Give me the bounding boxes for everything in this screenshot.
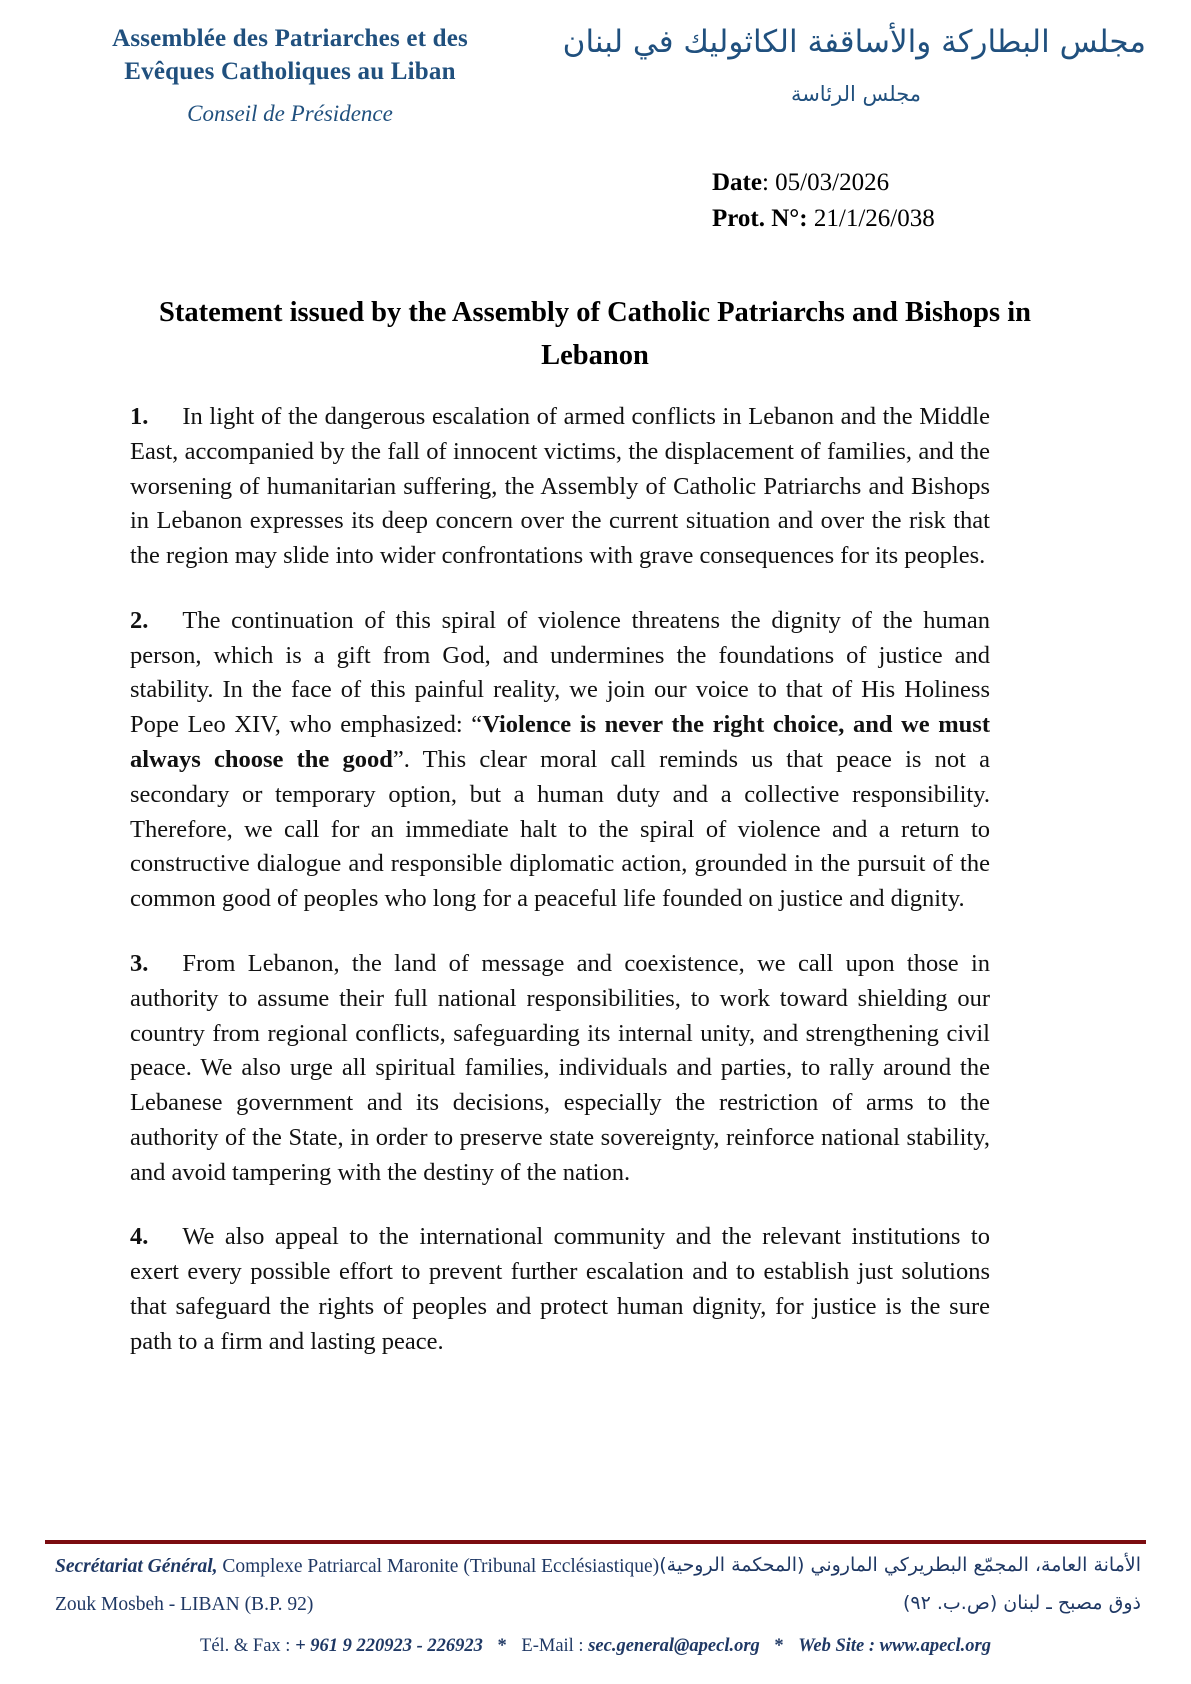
secretariat-line [55,1556,659,1578]
footer-row-2 [45,1594,1146,1628]
email-label: E-Mail : [521,1636,584,1656]
document-meta [712,165,935,236]
secretariat-label: Secrétariat Général, [55,1556,218,1577]
organization-name [40,22,540,89]
date-value: : 05/03/2026 [761,169,890,196]
paragraph-2 [130,604,990,917]
organization-name-line2: Evêques Catholiques au Liban [124,58,456,86]
website-label: Web Site : [798,1636,876,1656]
telephone-value: + 961 9 220923 - 226923 [295,1636,483,1656]
secretariat-line-arabic [659,1554,1141,1576]
paragraph-1-text: In light of the dangerous escalation of armed conflicts in Lebanon and the Middle East, accompanied by the fall of innocent victims, the displacement of families, and the worsening of humanitarian suffering, the Assembly of Catholic Patriarchs and Bishops in Lebanon expresses its deep concern over the current situation and over the risk that the region may slide into wider confrontations with grave consequences for its peoples. [130,403,990,570]
contact-separator-1: * [497,1636,507,1656]
contact-separator-2: * [774,1636,784,1656]
page-title: Statement issued by the Assembly of Catholic Patriarchs and Bishops in Lebanon [159,297,1031,371]
paragraph-4-text: We also appeal to the international community and the relevant institutions to exert every possible effort to prevent further escalation and to establish just solutions that safeguard the rights of peoples and protect human dignity, for justice is the sure path to a firm and lasting peace. [130,1223,990,1355]
paragraph-1-number: 1. [130,403,149,430]
email-value[interactable]: sec.general@apecl.org [588,1636,760,1656]
organization-name-line1: Assemblée des Patriarches et des [112,25,468,52]
paragraph-2-quote: Violence is never the right choice, and we must always choose the good [130,711,990,774]
footer-divider [45,1540,1146,1544]
letterhead [0,22,1191,142]
secretariat-address: Complexe Patriarcal Maronite (Tribunal Ecclésiastique) [217,1556,660,1577]
date-line [712,165,935,201]
paragraph-4 [130,1220,990,1359]
paragraph-2-number: 2. [130,606,149,634]
telephone-label: Tél. & Fax : [200,1636,291,1656]
footer-row-1 [45,1556,1146,1590]
paragraph-3 [130,947,990,1190]
paragraph-2-text-after: ”. This clear moral call reminds us that peace is not a secondary or temporary option, but a human duty and a collective responsibility. Therefore, we call for an immediate halt to the spiral of violence and a return to constructive dialogue and responsible diplomatic action, grounded in the pursuit of the common good of peoples who long for a peaceful life founded on justice and dignity. [130,746,990,913]
website-value[interactable]: www.apecl.org [879,1636,991,1656]
page-footer [45,1540,1146,1670]
protocol-line [712,201,935,237]
organization-name-arabic: مجلس البطاركة والأساقفة الكاثوليك في لبنان [562,24,1146,60]
protocol-label: Prot. N°: [712,204,808,232]
document-body [130,400,990,1390]
paragraph-1 [130,400,990,574]
address-line-arabic: ذوق مصبح ـ لبنان (ص.ب. ٩٢) [903,1592,1141,1614]
paragraph-2-text-before: The continuation of this spiral of violence threatens the dignity of the human person, which is a gift from God, and undermines the foundations of justice and stability. In the face of this painful reality, we join our voice to that of His Holiness Pope Leo XIV, who emphasized: “ [130,606,990,739]
letterhead-french-block [40,22,540,127]
paragraph-4-number: 4. [130,1223,149,1251]
secretariat-label-arabic: الأمانة العامة، المجمّع البطريركي الماروني (المحكمة الروحية) [659,1554,1141,1576]
contact-line [45,1636,1146,1657]
paragraph-3-number: 3. [130,949,149,977]
council-subtitle: Conseil de Présidence [187,100,393,126]
address-line: Zouk Mosbeh - LIBAN (B.P. 92) [55,1594,314,1615]
council-subtitle-arabic: مجلس الرئاسة [790,81,922,106]
protocol-value: 21/1/26/038 [807,204,935,232]
date-label: Date [712,169,762,196]
paragraph-3-text: From Lebanon, the land of message and coexistence, we call upon those in authority to assume their full national responsibilities, to work toward shielding our country from regional conflicts, safeguarding its internal unity, and strengthening civil peace. We also urge all spiritual families, individuals and parties, to rally around the Lebanese government and its decisions, especially the restriction of arms to the authority of the State, in order to preserve state sovereignty, reinforce national stability, and avoid tampering with the destiny of the nation. [130,949,990,1186]
letterhead-arabic-block [562,22,1146,106]
